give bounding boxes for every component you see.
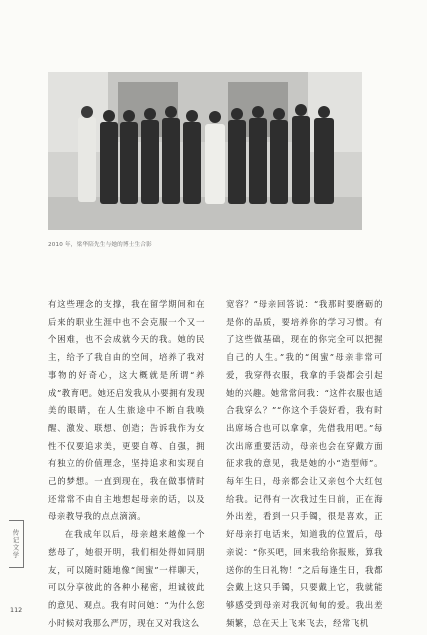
- paragraph: 在我成年以后，母亲越来越像一个慈母了，她很开明，我们相处得如同朋友，可以随时随地像“闺蜜”一样聊天，可以分享彼此的各种小秘密，坦诚彼此的意见、观点。我有时问她：“为什么您小时候对我那么严厉，现在又对我这么: [48, 529, 205, 628]
- group-photo: [48, 72, 362, 230]
- paragraph: 有这些理念的支撑，我在留学期间和在后来的职业生涯中也不会克服一个又一个困难，也不会成就今天的我。她的民主，给予了我自由的空间，培养了我对事物的好奇心，这大概就是所谓“养成”教育吧。她还启发我从小要拥有发现美的眼睛，在人生旅途中不断自我唤醒、激发、联想、创造；告诉我作为女性不仅要追求美，更要自尊、自强，拥有独立的价值理念，坚持追求和实现自己的梦想。一直到现在，我在做事情时还常常不由自主地想起母亲的话，以及母亲教导我的点点滴滴。: [48, 299, 205, 522]
- section-tab: [9, 520, 24, 568]
- paragraph: 宽容？”母亲回答说：“我那时要磨砺的是你的品质，要培养你的学习习惯。有了这些做基础，现在的你完全可以把握自己的人生。”我的“闺蜜”母亲非常可爱，我穿得衣服，我拿的手袋都会引起她的兴趣。她常常问我：“这件衣服也适合我穿么？”“你这个手袋好看，我有时出席场合也可以拿拿，先借我用吧。”每次出席重要活动，母亲也会在穿戴方面征求我的意见，我是她的小“造型师”。每年生日，母亲都会让又亲包个大红包给我。记得有一次我过生日前，正在海外出差，看到一只手镯，很是喜欢，正好母亲打电话来，知道我的位置后，母亲说：“你买吧，回来我给你报账，算我送你的生日礼物！”之后每逢生日，我都会戴上这只手镯，只要戴上它，我就能够感受到母亲对我沉甸甸的爱。我出差频繁，总在天上飞来飞去，经常飞机: [226, 299, 383, 628]
- page-number: 112: [10, 606, 23, 614]
- article-column-left: [48, 296, 205, 632]
- group-photo-image: [48, 72, 362, 230]
- article-column-right: [226, 296, 383, 632]
- photo-caption: 2010 年，梁华陪先生与她的博士生合影: [48, 242, 152, 248]
- section-tab-label: 传记文学: [11, 529, 20, 559]
